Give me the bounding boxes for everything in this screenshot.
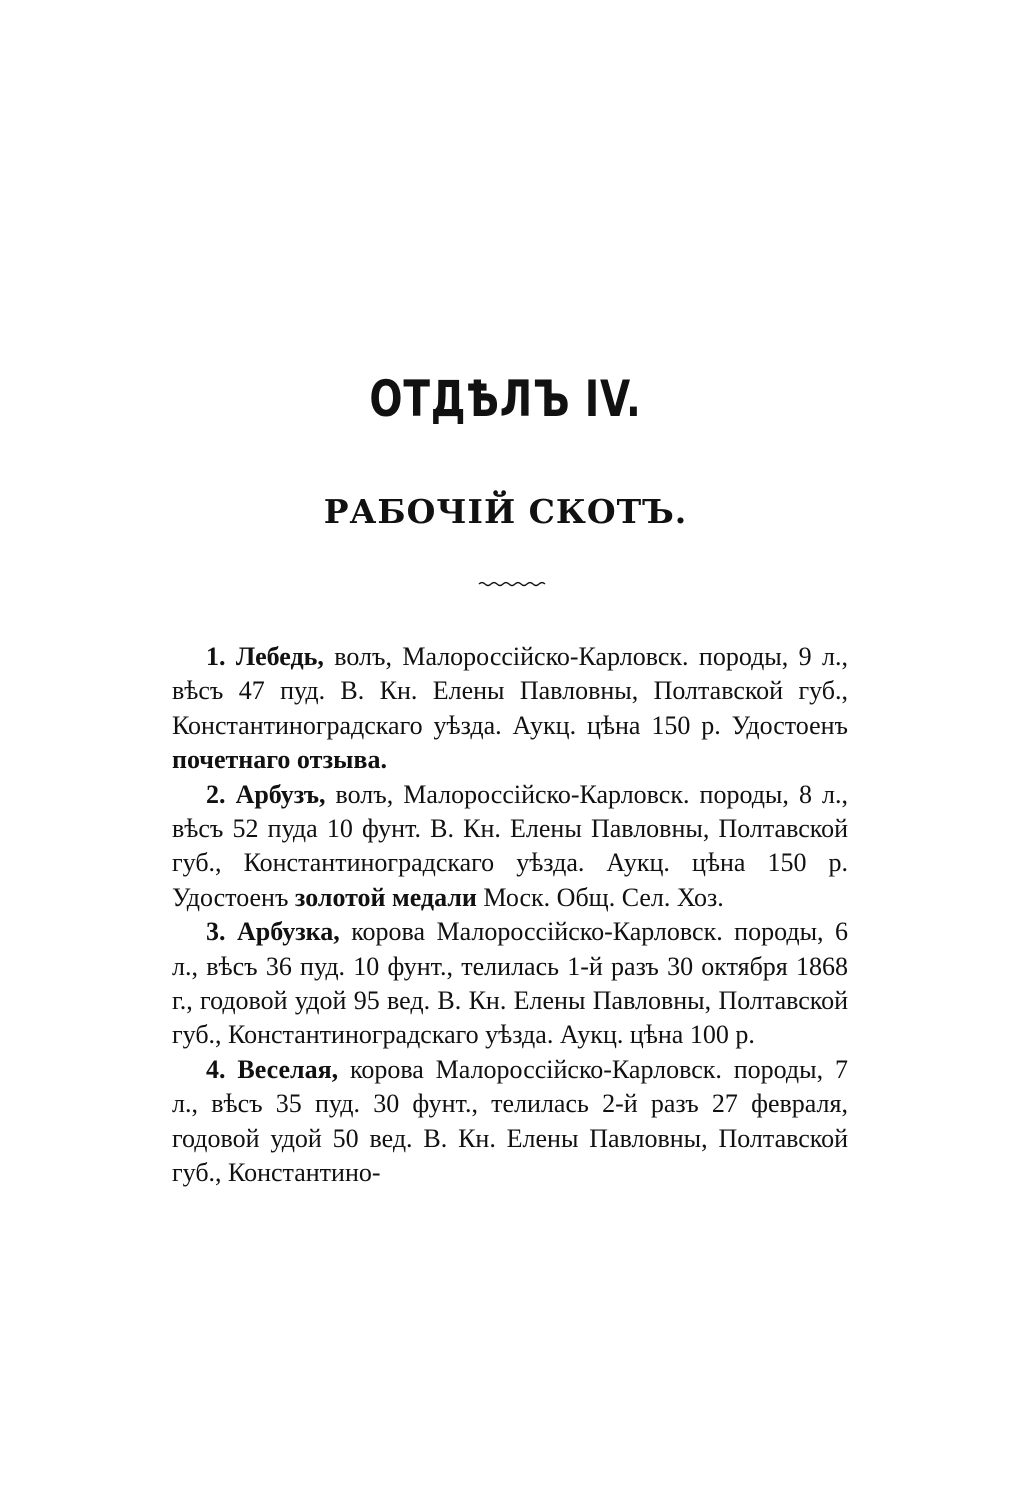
entry-4	[172, 1053, 848, 1191]
wavy-rule-ornament	[478, 580, 548, 588]
entry-text: корова Малороссійско-Карловск. породы, 7 л., вѣсъ 35 пуд. 30 фунт., телилась 2-й разъ 27 февраля, годовой удой 50 вед. В. Кн. Елены Павловны, Полтавской губ., Константино-	[172, 1054, 849, 1188]
entry-tail: Моск. Общ. Сел. Хоз.	[476, 882, 724, 912]
entry-award: золотой медали	[294, 882, 477, 912]
entry-2	[172, 778, 848, 916]
entries-list	[172, 640, 848, 1191]
entry-number: 3.	[206, 917, 226, 947]
entry-text: корова Малороссійско-Карловск. породы, 6 л., вѣсъ 36 пуд. 10 фунт., телилась 1-й разъ 30 октября 1868 г., годовой удой 95 вед. В. Кн. Елены Павловны, Полтавской губ., Константиноградскаго уѣзда. Аукц. цѣна 100 р.	[172, 917, 849, 1050]
entry-number: 4.	[206, 1054, 226, 1084]
entry-text: волъ, Малороссійско-Карловск. породы, 9 л., вѣсъ 47 пуд. В. Кн. Елены Павловны, Полтавской губ., Константиноградскаго уѣзда. Аукц. цѣна 150 р. Удостоенъ	[172, 642, 849, 740]
entry-name: Веселая,	[237, 1054, 339, 1084]
section-subtitle: РАБОЧІЙ СКОТЪ.	[323, 492, 688, 531]
entry-name: Арбузъ,	[235, 779, 326, 809]
entry-number: 2.	[206, 779, 226, 809]
entry-award: почетнаго отзыва.	[172, 745, 387, 775]
entry-3	[172, 915, 848, 1053]
entry-number: 1.	[206, 642, 226, 671]
entry-name: Лебедь,	[235, 642, 324, 671]
entry-name: Арбузка,	[236, 917, 340, 947]
entry-1	[172, 640, 848, 778]
entry-text: волъ, Малороссійско-Карловск. породы, 8 л., вѣсъ 52 пуда 10 фунт. В. Кн. Елены Павловны, Полтавской губ., Константиноградскаго уѣзда. Аукц. цѣна 150 р. Удостоенъ	[172, 779, 848, 912]
section-title: ОТДѢЛЪ IV.	[369, 370, 642, 428]
